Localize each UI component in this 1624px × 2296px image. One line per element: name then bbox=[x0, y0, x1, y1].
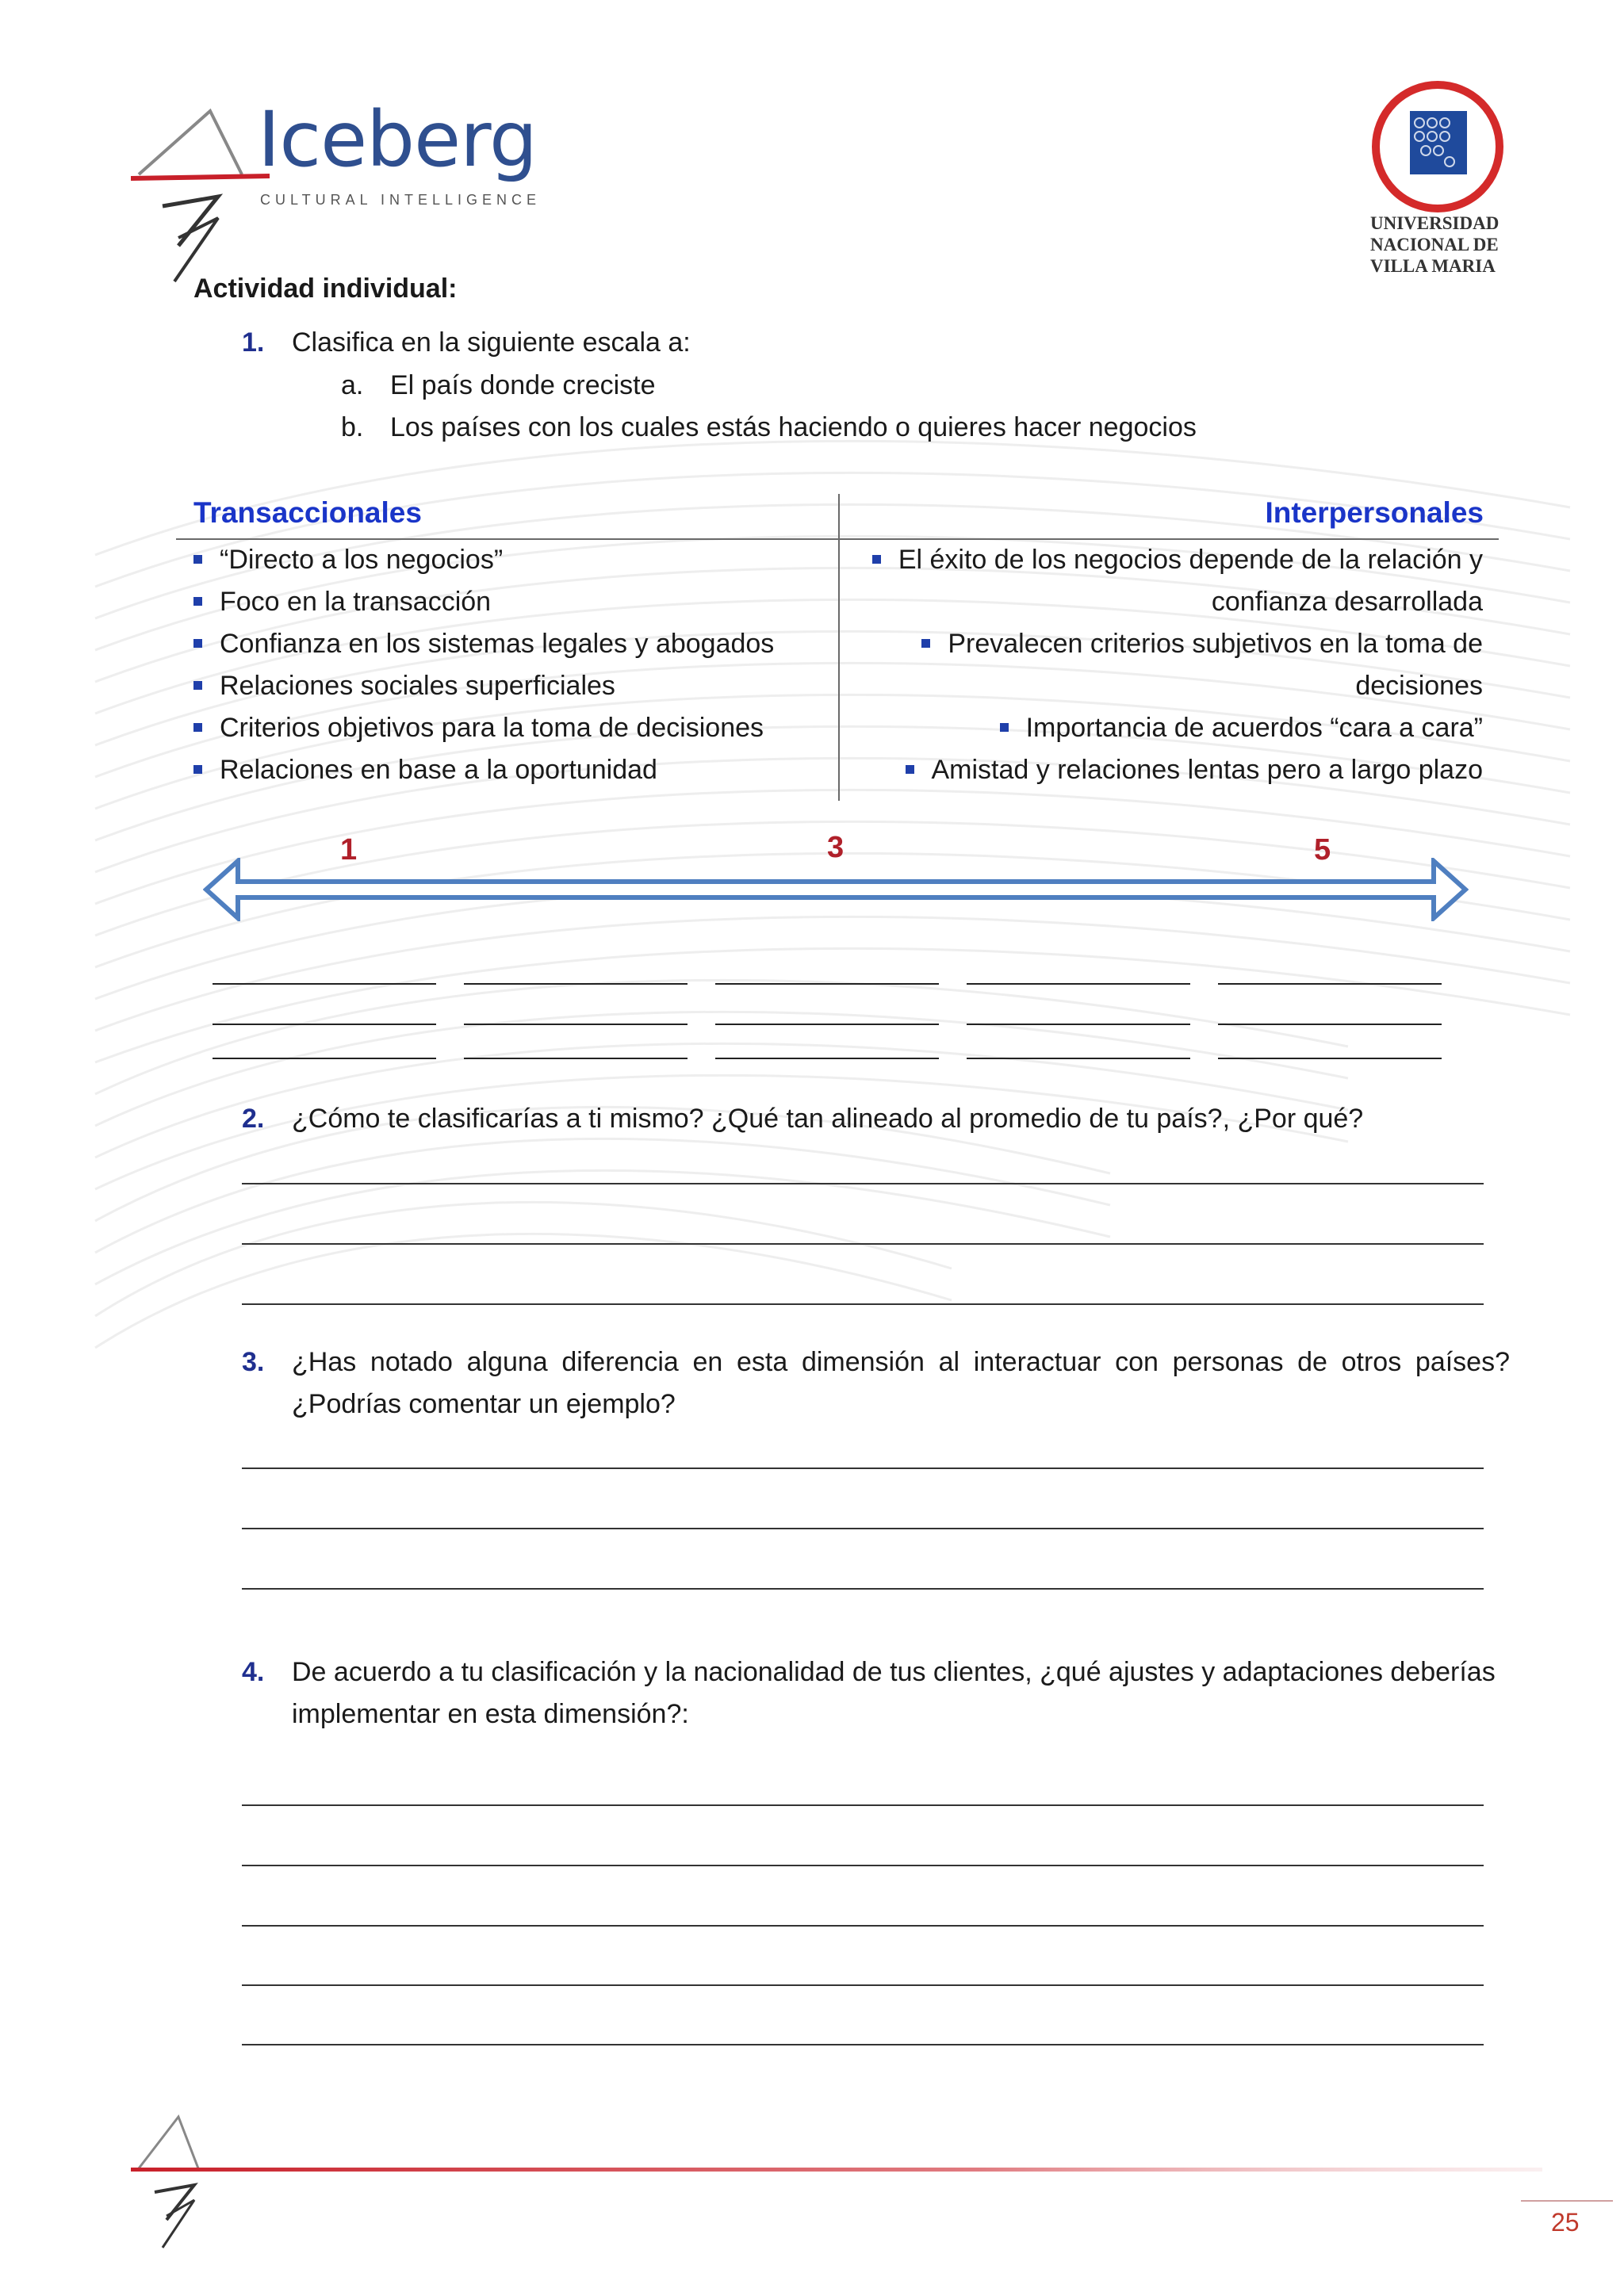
list-item bbox=[872, 707, 1483, 749]
left-column-list bbox=[193, 539, 774, 791]
bullet-square-icon bbox=[193, 597, 202, 606]
answer-blank[interactable] bbox=[967, 983, 1190, 985]
question-1-number: 1. bbox=[242, 327, 265, 358]
answer-blank[interactable] bbox=[967, 1058, 1190, 1059]
bullet-square-icon bbox=[1000, 723, 1009, 732]
list-item bbox=[872, 623, 1483, 665]
question-3-text: ¿Has notado alguna diferencia en esta dimensión al interactuar con personas de otros países? bbox=[292, 1347, 1510, 1377]
page-number: 25 bbox=[1551, 2208, 1580, 2237]
scale-label-1: 1 bbox=[340, 833, 358, 867]
activity-title: Actividad individual: bbox=[193, 274, 458, 304]
answer-line[interactable] bbox=[242, 1528, 1484, 1529]
double-arrow-scale bbox=[203, 858, 1469, 921]
answer-blank[interactable] bbox=[715, 983, 939, 985]
list-item bbox=[193, 623, 774, 665]
scale-label-5: 5 bbox=[1314, 833, 1331, 867]
bullet-square-icon bbox=[193, 723, 202, 732]
university-name-line: NACIONAL DE bbox=[1370, 235, 1499, 254]
iceberg-logo-mark bbox=[131, 103, 274, 285]
bullet-square-icon bbox=[872, 555, 881, 564]
sub-item-a-text: El país donde creciste bbox=[390, 370, 656, 400]
answer-blank[interactable] bbox=[1218, 983, 1442, 985]
question-2-number: 2. bbox=[242, 1104, 265, 1134]
page-number-rule bbox=[1521, 2200, 1613, 2202]
list-item bbox=[193, 539, 774, 581]
answer-blank[interactable] bbox=[213, 983, 436, 985]
list-item bbox=[872, 749, 1483, 791]
bullet-square-icon bbox=[921, 639, 930, 648]
list-item-text: Criterios objetivos para la toma de decisiones bbox=[220, 713, 764, 743]
list-item bbox=[193, 749, 774, 791]
list-item bbox=[872, 539, 1483, 581]
list-item-text: “Directo a los negocios” bbox=[220, 545, 504, 575]
question-1-text: Clasifica en la siguiente escala a: bbox=[292, 327, 691, 358]
answer-blank[interactable] bbox=[1218, 1024, 1442, 1025]
question-4-text: De acuerdo a tu clasificación y la nacionalidad de tus clientes, ¿qué ajustes y adaptaciones deberías bbox=[292, 1657, 1496, 1687]
answer-line[interactable] bbox=[242, 1303, 1484, 1305]
sub-item-b-letter: b. bbox=[341, 412, 364, 442]
question-2-text: ¿Cómo te clasificarías a ti mismo? ¿Qué tan alineado al promedio de tu país?, ¿Por qué? bbox=[292, 1104, 1364, 1134]
answer-blank[interactable] bbox=[1218, 1058, 1442, 1059]
answer-blank[interactable] bbox=[213, 1058, 436, 1059]
left-column-heading: Transaccionales bbox=[193, 496, 422, 529]
footer-logo-mark bbox=[131, 2109, 1542, 2252]
bullet-square-icon bbox=[193, 639, 202, 648]
list-item-text: Relaciones en base a la oportunidad bbox=[220, 755, 657, 785]
list-item-text: Prevalecen criterios subjetivos en la toma de bbox=[948, 629, 1483, 659]
scale-label-3: 3 bbox=[827, 831, 845, 864]
table-column-divider bbox=[838, 494, 840, 801]
answer-blank[interactable] bbox=[213, 1024, 436, 1025]
university-name-line: UNIVERSIDAD bbox=[1370, 213, 1500, 233]
list-item-text: Confianza en los sistemas legales y abogados bbox=[220, 629, 775, 659]
university-name-line: VILLA MARIA bbox=[1370, 256, 1496, 276]
answer-blank[interactable] bbox=[967, 1024, 1190, 1025]
brand-tagline: CULTURAL INTELLIGENCE bbox=[260, 192, 542, 208]
answer-blank[interactable] bbox=[464, 1058, 688, 1059]
question-3-number: 3. bbox=[242, 1347, 265, 1377]
question-3-text-continuation: ¿Podrías comentar un ejemplo? bbox=[292, 1389, 676, 1419]
list-item bbox=[193, 665, 774, 707]
bullet-square-icon bbox=[193, 555, 202, 564]
right-column-heading: Interpersonales bbox=[1265, 496, 1484, 529]
answer-line[interactable] bbox=[242, 1984, 1484, 1986]
list-item-text: Foco en la transacción bbox=[220, 587, 492, 617]
answer-line[interactable] bbox=[242, 1468, 1484, 1469]
right-column-list bbox=[872, 539, 1483, 791]
answer-line[interactable] bbox=[242, 2044, 1484, 2045]
list-item-text: Importancia de acuerdos “cara a cara” bbox=[1025, 713, 1483, 743]
answer-line[interactable] bbox=[242, 1588, 1484, 1590]
list-item-continuation: confianza desarrollada bbox=[1211, 587, 1483, 617]
bullet-square-icon bbox=[193, 765, 202, 774]
answer-blank[interactable] bbox=[715, 1058, 939, 1059]
answer-blank[interactable] bbox=[715, 1024, 939, 1025]
bullet-square-icon bbox=[193, 681, 202, 690]
answer-line[interactable] bbox=[242, 1865, 1484, 1866]
list-item bbox=[193, 707, 774, 749]
answer-line[interactable] bbox=[242, 1183, 1484, 1184]
list-item-text: Relaciones sociales superficiales bbox=[220, 671, 615, 701]
list-item-text: Amistad y relaciones lentas pero a largo plazo bbox=[931, 755, 1483, 785]
brand-name: Iceberg bbox=[258, 95, 537, 184]
question-4-number: 4. bbox=[242, 1657, 265, 1687]
university-name bbox=[1370, 212, 1499, 277]
university-seal-icon bbox=[1370, 79, 1505, 214]
answer-line[interactable] bbox=[242, 1804, 1484, 1806]
question-4-text-continuation: implementar en esta dimensión?: bbox=[292, 1699, 689, 1729]
list-item-text: El éxito de los negocios depende de la relación y bbox=[898, 545, 1483, 575]
answer-line[interactable] bbox=[242, 1243, 1484, 1245]
sub-item-a-letter: a. bbox=[341, 370, 364, 400]
bullet-square-icon bbox=[906, 765, 914, 774]
answer-blank[interactable] bbox=[464, 1024, 688, 1025]
sub-item-b-text: Los países con los cuales estás haciendo o quieres hacer negocios bbox=[390, 412, 1197, 442]
answer-blank[interactable] bbox=[464, 983, 688, 985]
list-item bbox=[193, 581, 774, 623]
answer-line[interactable] bbox=[242, 1925, 1484, 1927]
list-item-continuation: decisiones bbox=[1355, 671, 1483, 701]
